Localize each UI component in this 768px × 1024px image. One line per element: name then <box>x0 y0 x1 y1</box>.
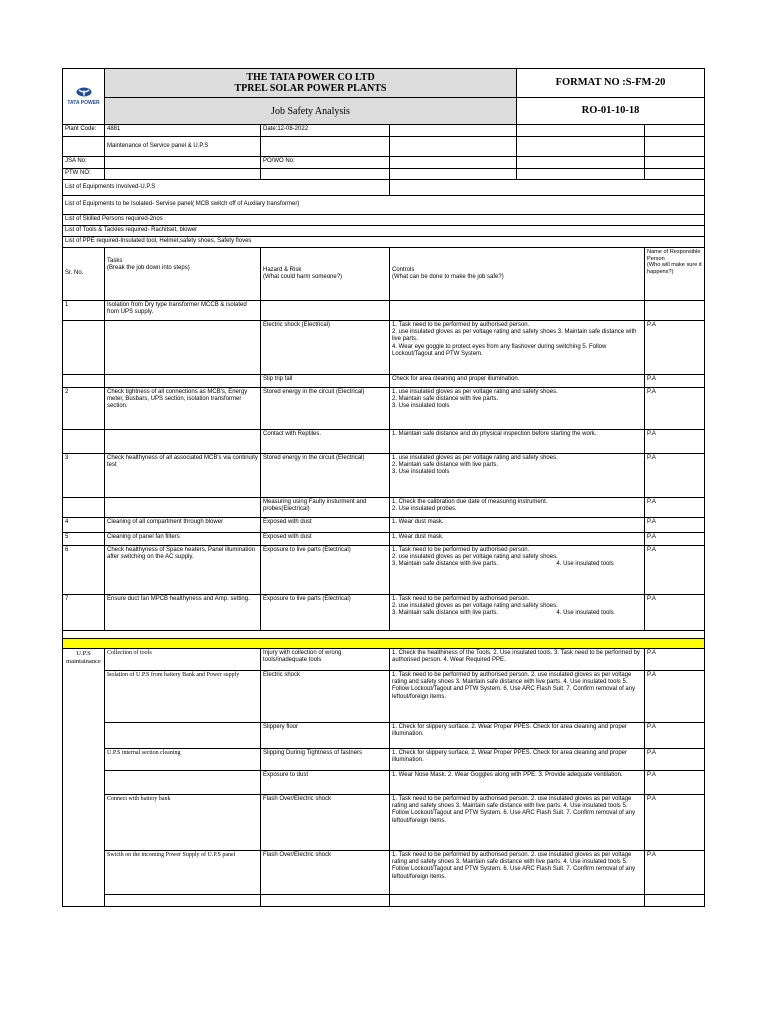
doc-title: Job Safety Analysis <box>105 98 517 125</box>
date-field: Date:12-08-2022 <box>261 125 390 137</box>
table-row: U.P.S internal section cleaning Slipping Durinig Tightness of fastners 1. Check for slippery surface. 2. Wear Proper PPES. Check for area cleaning and proper illumination. P.A <box>63 749 705 771</box>
revision-number: RO-01-10-18 <box>517 98 705 125</box>
table-row: Measuring using Faulty insturment and probes(Electrical) 1. Check the calibration due date of measuring instrument. 2. Use insulated probes. P.A <box>63 498 705 518</box>
table-row: 4 Cleaning of all compartment through blower Exposed with dust 1. Wear dust mask. P.A <box>63 518 705 533</box>
table-row: Exposure to dust 1. Wear Nose Mask. 2. Wear Goggles along with PPE. 3. Provide adequate ventilation. P.A <box>63 771 705 795</box>
ups-section-label: U.P.S maintainance <box>63 649 105 907</box>
ppe-required: List of PPE required-Insulated tool, Helmet,safety shoes, Safety floves <box>63 237 705 248</box>
table-row: Slip trip fall Check for area cleaning and proper illumination. P.A <box>63 375 705 388</box>
company-name: THE TATA POWER CO LTD <box>246 72 375 83</box>
table-row: U.P.S maintainance Collection of tools Injury with collection of wrong tools/inadequate tools 1. Check the healthiness of the Tools. 2. Use insulated tools. 3. Task need to be performed by authorised person. 4. Wear Required PPE. P.A <box>63 649 705 671</box>
jsa-no-label: JSA No: <box>63 157 105 169</box>
company-logo <box>63 69 105 125</box>
tools-required: List of Tools & Tackles required- Rachitset, blower <box>63 226 705 237</box>
task-rows <box>63 301 705 631</box>
table-row: 2 Check tightness of all connections as MCB's, Energy meter, Busbars, UPS section, isolation transformer section. Stored energy in the circuit (Electrical) 1. use insulated gloves as per voltage rating and safety shoes. 2. Maintain safe distance with live parts. 3. Use insulated tools P.A <box>63 388 705 430</box>
logo-text: TATA POWER <box>67 100 100 107</box>
table-row: Electric shock (Electrical) 1. Task need to be performed by authorised person. 2. use insulated gloves as per voltage rating and safety shoes 3. Maintain safe distance with live parts. 4. Wear eye goggle to protect eyes from any flashover during switching 5. Follow Lockout/Tagout and PTW System. P.A <box>63 321 705 375</box>
jsa-document <box>62 68 704 907</box>
col-header-tasks: Tasks (Break the job down into steps) <box>105 248 261 301</box>
plant-name: TPREL SOLAR POWER PLANTS <box>234 83 387 94</box>
table-row: 1 Isolation from Dry type transformer MCCB & isolated from UPS supply. <box>63 301 705 321</box>
plant-code-label: Plant Code: <box>63 125 105 137</box>
col-header-hazard: Hazard & Risk (What could harm someone?) <box>261 248 390 301</box>
skilled-persons: List of Skilled Persons required-2nos <box>63 215 705 226</box>
company-header <box>105 69 517 98</box>
format-number: FORMAT NO :S-FM-20 <box>517 69 705 98</box>
table-row: 6 Check healthyness of Space heaters, Panel illumination after switching on the AC supply. Exposure to live parts (Electrical) 1. Task need to be performed by authorised person. 2. use insulated gloves as per voltage rating and safety shoes. 3. Maintain safe distance with live parts. 4. Use insulated tools P.A <box>63 546 705 595</box>
col-header-controls: Controls (What can be done to make the job safe?) <box>390 248 645 301</box>
tata-logo-icon <box>76 87 92 97</box>
table-row: 7 Ensure duct fan MPCB healthyness and Amp. setting. Exposure to live parts (Electrical) 1. Task need to be performed by authorised person. 2. use insulated gloves as per voltage rating and safety shoes. 3. Maintain safe distance with live parts. 4. Use insulated tools P.A <box>63 595 705 631</box>
table-row: Slippery floor 1. Check for slippery surface. 2. Wear Proper PPES. Check for area cleaning and proper illumination. P.A <box>63 723 705 749</box>
plant-code: 4881 <box>105 125 261 137</box>
table-row: Swicth on the incoming Power Supply of U.P.S panel Flash Over/Electric shock 1. Task need to be performed by authorised person. 2. use insulated gloves as per voltage rating and safety shoes 3. Maintain safe distance with live parts. 4. Use insulated tools 5. Follow Lockout/Tagout and PTW System. 6. Use ARC Flash Suit. 7. Confirm removal of any leftout/foreign items. P.A <box>63 851 705 895</box>
po-wo-label: PO/WO No: <box>261 157 390 169</box>
table-row: 3 Check healthyness of all associated MCB's via continuity test Stored energy in the circuit (Electrical) 1. use insulated gloves as per voltage rating and safety shoes. 2. Maintain safe distance with live parts. 3. Use insulated tools P.A <box>63 454 705 498</box>
equipments-isolated: List of Equipments to be Isolated- Servise panel( MCB switch off of Auxilary transformer) <box>63 196 705 215</box>
col-header-sr: Sr. No. <box>63 248 105 301</box>
equipments-involved: List of Equipments Involved-U.P.S <box>63 180 390 196</box>
section-highlight-bar <box>63 639 705 649</box>
table-row <box>63 895 705 907</box>
table-row: Connect with battery bank Flash Over/Electric shock 1. Task need to be performed by authorised person. 2. use insulated gloves as per voltage rating and safety shoes 3. Maintain safe distance with live parts. 4. Use insulated tools 5. Follow Lockout/Tagout and PTW System. 6. Use ARC Flash Suit. 7. Confirm removal of any leftout/foreign items. P.A <box>63 795 705 851</box>
ptw-no-label: PTW NO: <box>63 169 105 180</box>
ups-rows <box>63 649 705 907</box>
jsa-table <box>62 68 705 907</box>
table-row: Isolation of U.P.S from battery Bank and Power supply Electric shock 1. Task need to be performed by authorised person. 2. use insulated gloves as per voltage rating and safety shoes 3. Maintain safe distance with live parts. 4. Use insulated tools 5. Follow Lockout/Tagout and PTW System. 6. Use ARC Flash Suit. 7. Confirm removal of any leftout/foreign items. P.A <box>63 671 705 723</box>
table-row: Contact with Reptiles. 1. Maintain safe distance and do physical inspection before starting the work. P.A <box>63 430 705 454</box>
col-header-responsible: Name of Responsible Person (Who will make sure it happens?) <box>645 248 705 301</box>
job-description: Maintenance of Service panel & U.P.S <box>105 137 261 157</box>
table-row: 5 Cleaning of panel fan filters Exposed with dust 1. Wear dust mask. P.A <box>63 533 705 546</box>
